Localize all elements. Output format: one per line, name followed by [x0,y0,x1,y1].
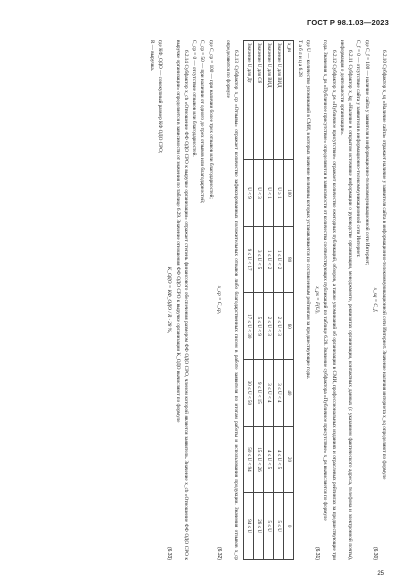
table-cell: 2 ≤ U < 3 [274,293,284,360]
table-cell: U < 3 [254,160,264,227]
document-body [16,40,388,560]
paragraph: R — выручка. [148,40,155,71]
formula [215,40,224,560]
document-header: ГОСТ Р 98.1.03—2023 [307,18,389,27]
table-header-cell: 0 [284,493,294,560]
table-header-row [284,41,294,560]
table-cell: Значение U для ВИД [274,41,284,160]
table-caption: Т а б л и ц а 6.28 [296,40,303,77]
table-cell: 3 ≤ U < 4 [274,360,284,427]
table-cell: Значение U для Дт [244,41,254,160]
table-cell: 5 ≤ U [274,493,284,560]
table-cell: U < 9 [244,160,254,227]
table-header-cell: 80 [284,226,294,293]
formula [312,40,321,560]
formula-expression: K_ОДО = КФ_ОДО / R · 28 %, [165,266,172,334]
table-cell: 9 ≤ U < 15 [254,360,264,427]
formula-number: (6.32) [216,546,223,560]
table-cell: 17 ≤ U < 30 [244,293,254,360]
formula-number: (6.30) [372,546,379,560]
table-cell: 1 ≤ U < 2 [274,226,284,293]
paragraph: 6.2.10 Субфактор x_sq «Наличие сайта» отражает наличие у заявителя сайта в информационно-телекоммуникационной сети Интернет. Значение наличия интернета x_sq определяют по формуле [381,50,387,480]
table-cell: 4 ≤ U < 5 [274,426,284,493]
paragraph: C_cp = 0 — отсутствие отзывов или благодарностей. [191,40,198,157]
table-cell: 94 ≤ U [244,493,254,560]
table-cell: 50 ≤ U < 94 [244,426,254,493]
table-row [254,41,264,560]
table-cell: Значение U для Сб [254,41,264,160]
table-header-cell: 20 [284,426,294,493]
paragraph: C_f = 0 — отсутствие сайта у заявителя в информационно-телекоммуникационной сети Интернет. [355,40,362,258]
paragraph: где C_f = 100 — наличие сайта у заявителя в информационно-телекоммуникационной сети Интернет; [363,40,370,266]
table-cell: 5 ≤ U < 9 [254,293,264,360]
table-cell: 5 ≤ U [264,493,274,560]
table-cell: 26 ≤ U [254,493,264,560]
paragraph: где U — количество упоминаний в СМИ, в которых значение величины которых устанавливается по составленным рейтингам за предшествующие годы. [304,40,311,379]
formula-expression: x_ps = F(U), [313,286,320,314]
table-cell: 4 ≤ U < 5 [264,426,274,493]
paragraph: где КФ_ОДО — совокупный размер КФ ОДО СРО; [157,40,164,154]
formula-number: (6.31) [313,546,320,560]
table-cell: 30 ≤ U < 50 [244,360,254,427]
formula-expression: x_sq = C_f, [372,287,379,313]
table-row [244,41,254,560]
formula-expression: x_cp = C_cp, [216,285,223,315]
table-cell: 9 ≤ U < 17 [244,226,254,293]
paragraph: C_cp = 50 — при наличии от одного до трех отзывов или благодарностей; [199,40,206,204]
paragraph: 6.2.13 Субфактор x_cp «Отзывы» отражает количество зафиксированных положительных отзывов либо благодарственных писем в работе заявителя по итогам работы и использования продукции. Значения отзывов x_cp определяются по формуле [225,40,240,560]
table-cell: 1 ≤ U < 2 [264,226,274,293]
paragraph: 6.2.14 Субфактор x_cb «Отношение ФФ ОДО СРО к выручке организации» отражает степень финансового обеспечения размером ФФ ОДО СРО, членом которой является заявитель. Значение x_cb «Отношение ФФ ОДО СРО к выручке организации» определяется в зависимости от значения по таблице 6.29. Значение отношения ФФ ОДО СРО к выручке организации K_ОДО вычисляют по формуле [174,40,189,560]
formula [371,40,380,560]
paragraph: 6.2.11 Субфактор x_kg «Наличие в открытом источнике информации о руководстве организации, менеджменте, реквизитах организации, контактных данных (с указанием фактического адреса, телефона и электронной почты), информация о деятельности организации». [338,40,354,560]
table-cell: 3 ≤ U < 4 [264,360,274,427]
paragraph: 6.2.12 Субфактор x_ps «Публичное присутствие» отражает количество ежегодных публикаций, обзоров, а также упоминаний об организации в СМИ, профессиональных изданиях и отраслевых рейтингах за предшествующие три года. Значения x_ps «Публичное присутствие» определяются в зависимости от количества соответствующих публикаций по таблице 6.28. Значение субфактора «Публичное присутствие» x_ps вычисляется по формуле [322,40,337,560]
table-header-cell: 100 [284,160,294,227]
table-row [264,41,274,560]
table-cell: Значение U для ВИД [264,41,274,160]
table-cell: U < 1 [264,160,274,227]
table-cell: 2 ≤ U < 3 [264,293,274,360]
table-header-cell: x_ps [284,41,294,160]
table-header-cell: 40 [284,360,294,427]
formula-number: (6.33) [165,546,172,560]
page-number: 25 [377,571,384,577]
table-header-cell: 60 [284,293,294,360]
formula [164,40,173,560]
table-cell: 15 ≤ U < 26 [254,426,264,493]
table-cell: 3 ≤ U < 5 [254,226,264,293]
paragraph: где C_cp = 100 — при наличии более трех отзывов или благодарностей; [207,40,214,199]
table-row [274,41,284,560]
table-cell: U ≥ 1 [274,160,284,227]
data-table [243,40,294,560]
